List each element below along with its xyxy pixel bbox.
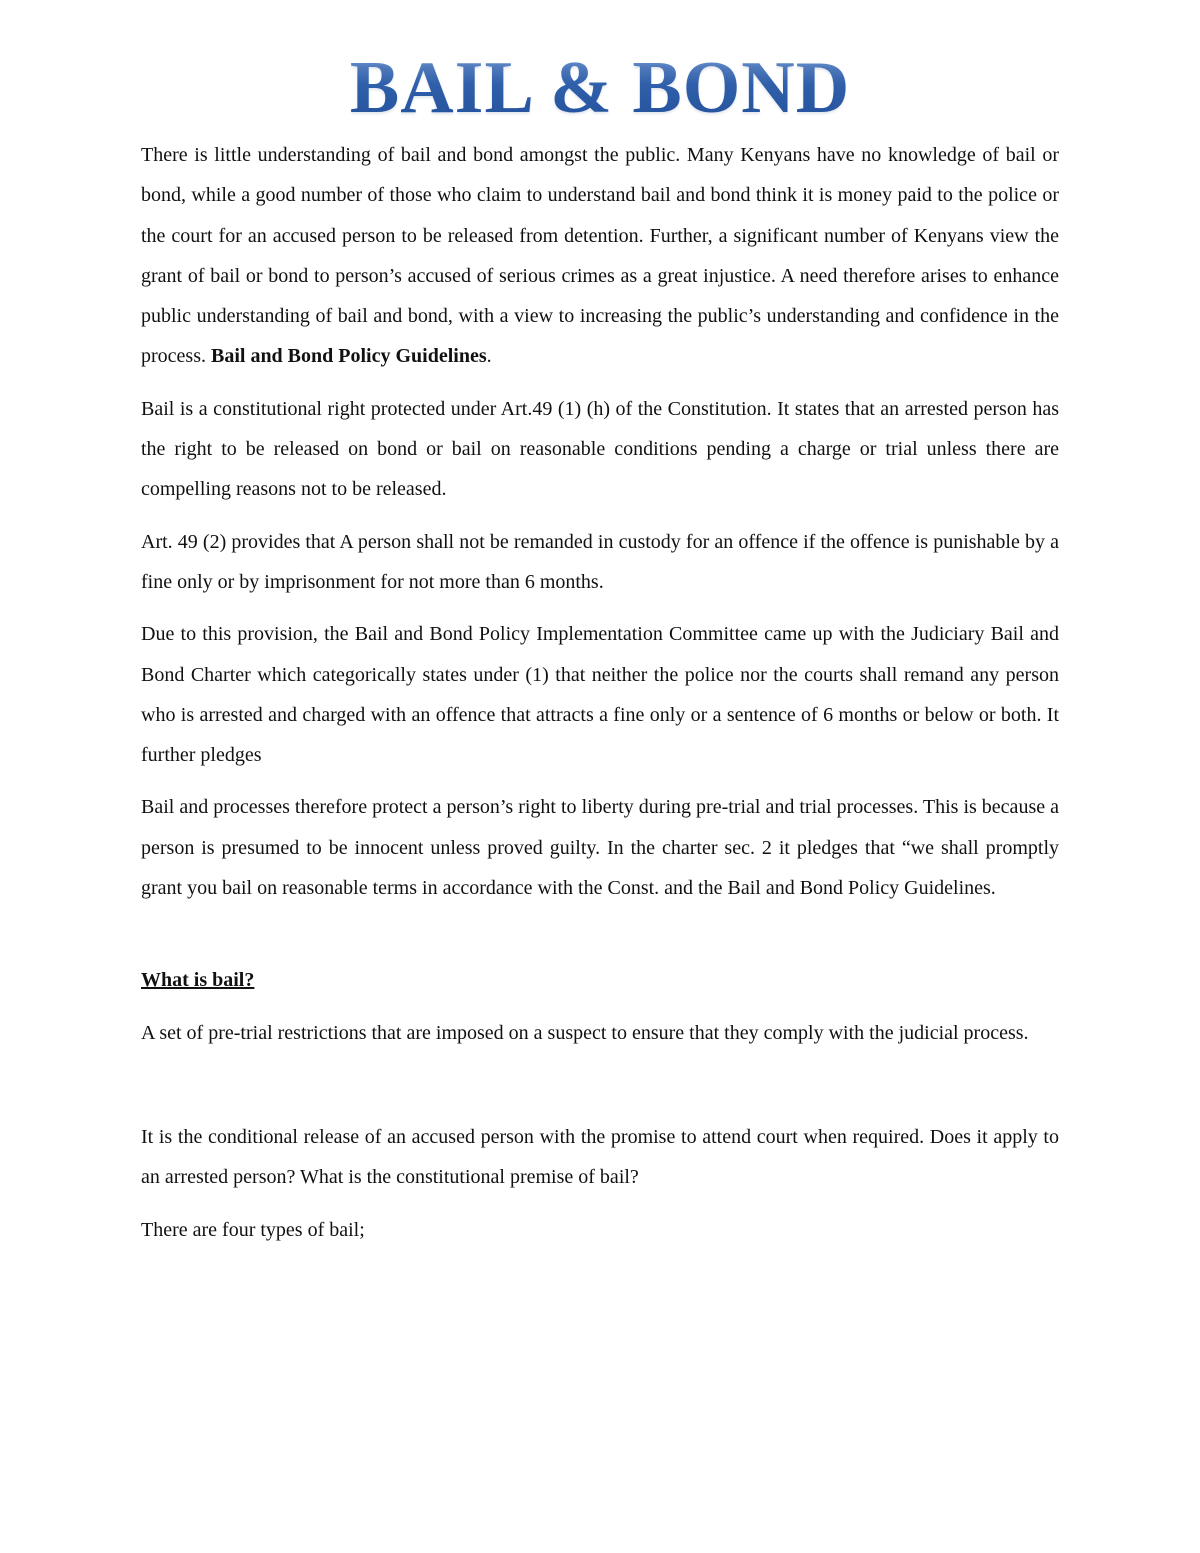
what-is-bail-heading: What is bail? <box>141 969 255 992</box>
conditional-release-paragraph: It is the conditional release of an accused person with the promise to attend court when required. Does it apply to an arrested person? What is the constitutional premise of bail? <box>141 1125 1059 1189</box>
types-of-bail-paragraph: There are four types of bail; <box>141 1218 365 1241</box>
intro-paragraph-text: There is little understanding of bail and bond amongst the public. Many Kenyans have no knowledge of bail or bond, while a good number of those who claim to understand bail and bond think it is money paid to the police or the court for an accused person to be released from detention. Further, a significant number of Kenyans view the grant of bail or bond to person’s accused of serious crimes as a great injustice. A need therefore arises to enhance public understanding of bail and bond, with a view to increasing the public’s understanding and confidence in the process. <box>141 144 1059 368</box>
liberty-paragraph: Bail and processes therefore protect a person’s right to liberty during pre-trial and trial processes. This is because a person is presumed to be innocent unless proved guilty. In the charter sec. 2 it pledges that “we shall promptly grant you bail on reasonable terms in accordance with the Const. and the Bail and Bond Policy Guidelines. <box>141 796 1059 900</box>
document-body <box>141 135 1059 1250</box>
bail-bond-guidelines-bold: Bail and Bond Policy Guidelines <box>210 345 487 368</box>
document-title: BAIL & BOND <box>0 48 1200 128</box>
charter-paragraph: Due to this provision, the Bail and Bond Policy Implementation Committee came up with the Judiciary Bail and Bond Charter which categorically states under (1) that neither the police nor the courts shall remand any person who is arrested and charged with an offence that attracts a fine only or a sentence of 6 months or below or both. It further pledges <box>141 623 1059 767</box>
intro-paragraph <box>141 135 1059 377</box>
bail-definition-paragraph: A set of pre-trial restrictions that are imposed on a suspect to ensure that they comply with the judicial process. <box>141 1021 1029 1044</box>
constitutional-right-paragraph: Bail is a constitutional right protected under Art.49 (1) (h) of the Constitution. It states that an arrested person has the right to be released on bond or bail on reasonable conditions pending a charge or trial unless there are compelling reasons not to be released. <box>141 397 1059 501</box>
art-49-2-paragraph: Art. 49 (2) provides that A person shall not be remanded in custody for an offence if the offence is punishable by a fine only or by imprisonment for not more than 6 months. <box>141 530 1059 593</box>
intro-paragraph-end: . <box>486 345 492 368</box>
